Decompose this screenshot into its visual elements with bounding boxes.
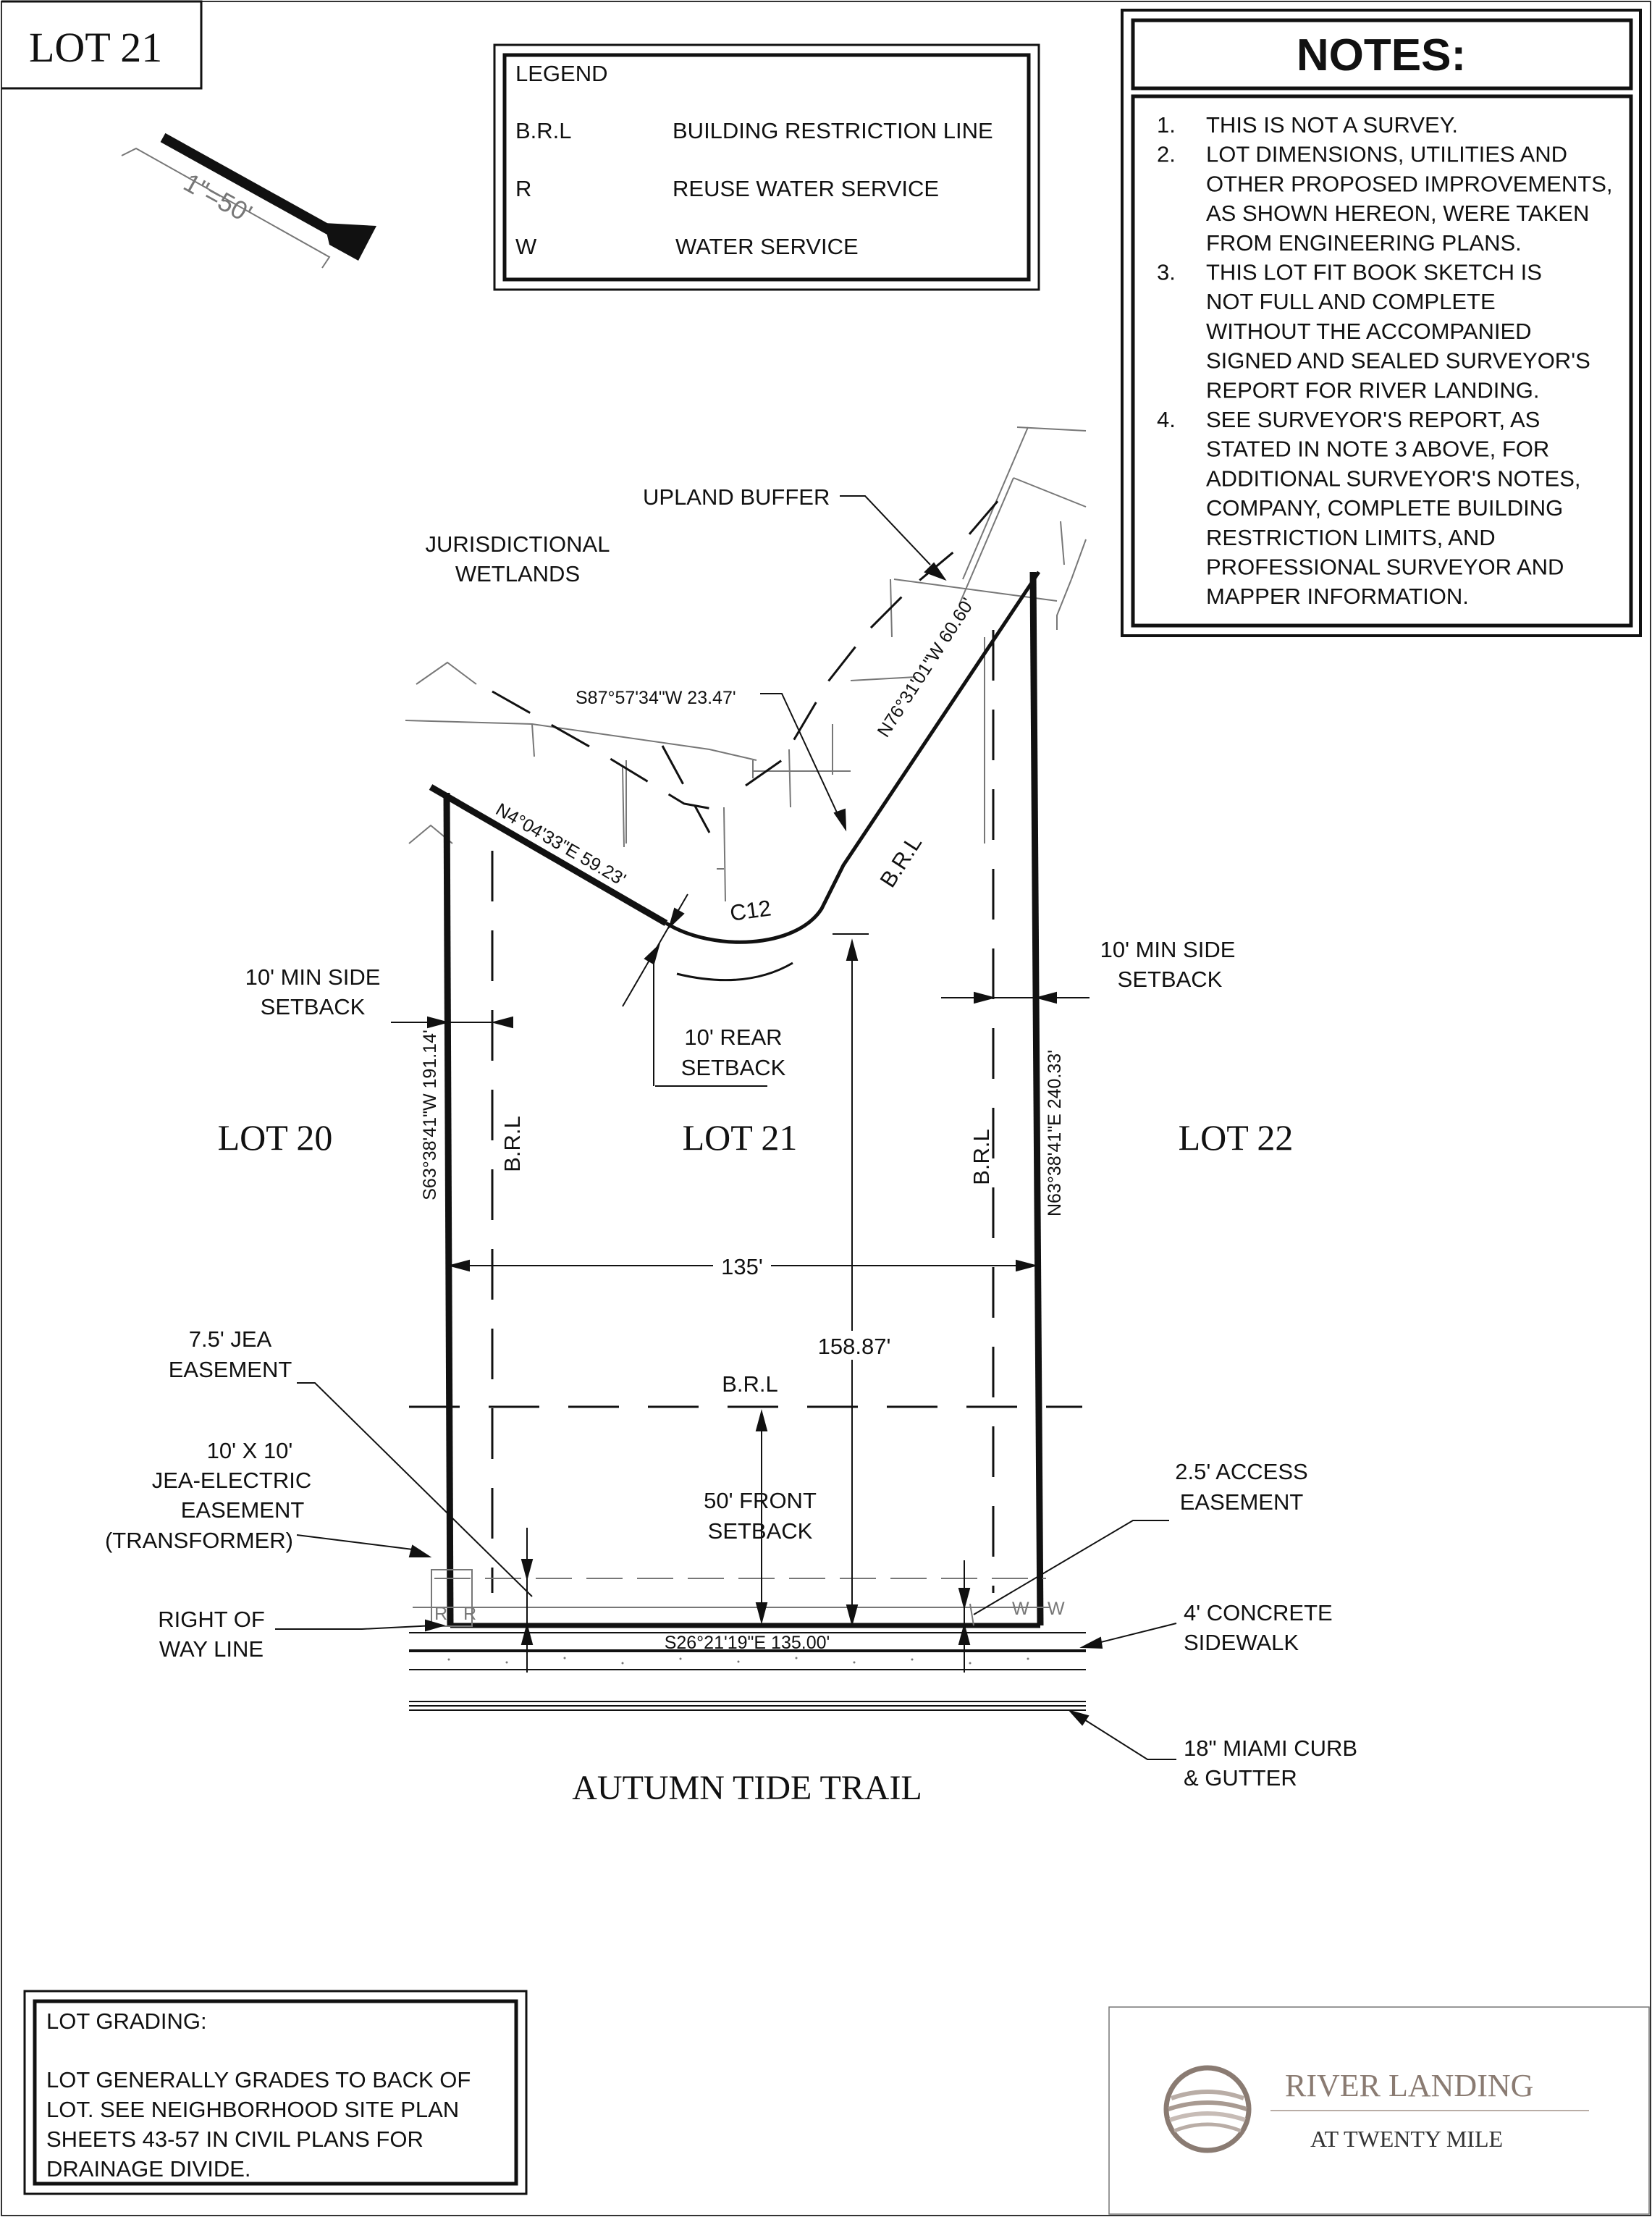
east-lot-line	[1033, 572, 1040, 1625]
curb-label-2: & GUTTER	[1184, 1765, 1297, 1791]
sidewalk-hatch	[448, 1657, 1029, 1665]
logo-name: RIVER LANDING	[1285, 2068, 1534, 2103]
reuse-mark-1: R	[434, 1604, 448, 1624]
note-number: 3.	[1157, 259, 1176, 285]
grading-line-2: LOT. SEE NEIGHBORHOOD SITE PLAN	[46, 2097, 460, 2122]
wetlands-label-1: JURISDICTIONAL	[425, 531, 610, 557]
grading-heading: LOT GRADING:	[46, 2008, 207, 2034]
electric-easement-label-2: JEA-ELECTRIC	[151, 1468, 312, 1493]
lot-title: LOT 21	[29, 24, 163, 71]
legend-symbol-w: W	[515, 234, 537, 259]
bearing-s63: S63°38'41"W 191.14'	[420, 1030, 440, 1200]
reuse-mark-2: R	[463, 1604, 477, 1624]
legend-meaning-brl: BUILDING RESTRICTION LINE	[673, 118, 993, 143]
electric-easement-label-3: EASEMENT	[180, 1497, 305, 1523]
sidewalk-label-1: 4' CONCRETE	[1184, 1600, 1333, 1625]
jea-easement-label-2: EASEMENT	[168, 1357, 292, 1382]
note-line: COMPANY, COMPLETE BUILDING	[1206, 495, 1564, 521]
scale-bar	[122, 138, 376, 268]
note-line: OTHER PROPOSED IMPROVEMENTS,	[1206, 171, 1613, 197]
notes-box	[1122, 10, 1640, 636]
note-line: PROFESSIONAL SURVEYOR AND	[1206, 554, 1564, 580]
west-setback-label-2: SETBACK	[260, 994, 366, 1019]
note-line: LOT DIMENSIONS, UTILITIES AND	[1206, 141, 1567, 167]
west-setback-label-1: 10' MIN SIDE	[245, 964, 381, 990]
rear-setback-label-1: 10' REAR	[684, 1025, 783, 1050]
grading-line-4: DRAINAGE DIVIDE.	[46, 2156, 251, 2182]
electric-easement-label-1: 10' X 10'	[206, 1438, 293, 1463]
lot-20-label: LOT 20	[217, 1117, 333, 1158]
note-line: ADDITIONAL SURVEYOR'S NOTES,	[1206, 466, 1581, 492]
legend-meaning-w: WATER SERVICE	[675, 234, 859, 259]
curve-label: C12	[728, 895, 773, 926]
note-line: FROM ENGINEERING PLANS.	[1206, 230, 1522, 256]
logo-tagline: AT TWENTY MILE	[1310, 2126, 1504, 2152]
bearing-n76: N76°31'01"W 60.60'	[873, 594, 979, 741]
upland-buffer-label: UPLAND BUFFER	[643, 484, 830, 510]
brl-label-rear: B.R.L	[875, 830, 927, 892]
front-bearing: S26°21'19"E 135.00'	[664, 1633, 830, 1653]
jea-easement-label-1: 7.5' JEA	[188, 1326, 272, 1352]
sidewalk-label-2: SIDEWALK	[1184, 1630, 1299, 1655]
width-dimension: 135'	[721, 1254, 763, 1279]
brl-label-east: B.R.L	[969, 1129, 994, 1185]
logo-box	[1109, 2007, 1649, 2214]
rear-setback-label-2: SETBACK	[680, 1055, 786, 1080]
grading-line-1: LOT GENERALLY GRADES TO BACK OF	[46, 2067, 471, 2092]
lot-22-label: LOT 22	[1178, 1117, 1294, 1158]
legend-heading: LEGEND	[515, 61, 608, 86]
grading-line-3: SHEETS 43-57 IN CIVIL PLANS FOR	[46, 2126, 423, 2152]
legend-symbol-brl: B.R.L	[515, 118, 572, 143]
legend-meaning-r: REUSE WATER SERVICE	[673, 176, 940, 201]
depth-dimension: 158.87'	[817, 1334, 891, 1359]
note-number: 2.	[1157, 141, 1176, 167]
easement-lines	[413, 1570, 1050, 1626]
brl-lines	[409, 630, 1082, 1593]
logo-mark-icon	[1166, 2068, 1249, 2150]
scale-label: 1"=50'	[179, 167, 258, 229]
note-line: SIGNED AND SEALED SURVEYOR'S	[1206, 348, 1590, 374]
lot-lines	[447, 572, 1040, 1625]
street-name: AUTUMN TIDE TRAIL	[572, 1769, 922, 1807]
lot-grading-box	[25, 1991, 526, 2194]
brl-label-front: B.R.L	[722, 1371, 778, 1397]
brl-label-west: B.R.L	[500, 1116, 525, 1172]
access-easement-label-2: EASEMENT	[1179, 1489, 1304, 1515]
water-mark-2: W	[1048, 1599, 1065, 1619]
dimension-lines	[391, 894, 1090, 1673]
drawing-labels	[105, 484, 1357, 1807]
right-of-way-label-2: WAY LINE	[159, 1636, 264, 1662]
note-line: THIS IS NOT A SURVEY.	[1206, 112, 1459, 138]
right-of-way-label-1: RIGHT OF	[158, 1607, 265, 1632]
wetlands-label-2: WETLANDS	[455, 561, 581, 586]
legend-box	[494, 45, 1039, 290]
note-line: THIS LOT FIT BOOK SKETCH IS	[1206, 259, 1542, 285]
lot-title-box	[1, 1, 201, 88]
notes-heading: NOTES:	[1296, 30, 1467, 80]
notes-list	[1157, 112, 1613, 609]
note-number: 4.	[1157, 407, 1176, 432]
legend-symbol-r: R	[515, 176, 532, 201]
west-lot-line	[447, 793, 450, 1625]
note-line: STATED IN NOTE 3 ABOVE, FOR	[1206, 436, 1550, 462]
note-line: AS SHOWN HEREON, WERE TAKEN	[1206, 201, 1590, 227]
note-line: RESTRICTION LIMITS, AND	[1206, 524, 1496, 550]
access-easement-label-1: 2.5' ACCESS	[1175, 1459, 1308, 1484]
lot-21-label: LOT 21	[682, 1117, 798, 1158]
water-mark-1: W	[1012, 1599, 1029, 1619]
east-setback-label-2: SETBACK	[1117, 967, 1223, 992]
east-setback-label-1: 10' MIN SIDE	[1100, 937, 1236, 962]
bearing-n63: N63°38'41"E 240.33'	[1045, 1050, 1065, 1216]
note-line: MAPPER INFORMATION.	[1206, 584, 1469, 610]
bearing-n4: N4°04'33"E 59.23'	[492, 799, 630, 891]
note-line: SEE SURVEYOR'S REPORT, AS	[1206, 407, 1541, 432]
note-line: REPORT FOR RIVER LANDING.	[1206, 377, 1540, 403]
front-setback-label-1: 50' FRONT	[704, 1488, 817, 1513]
note-number: 1.	[1157, 112, 1176, 138]
electric-easement-label-4: (TRANSFORMER)	[104, 1528, 294, 1553]
front-setback-label-2: SETBACK	[707, 1518, 813, 1544]
note-line: NOT FULL AND COMPLETE	[1206, 289, 1496, 315]
bearing-s87: S87°57'34"W 23.47'	[576, 688, 736, 708]
curb-label-1: 18" MIAMI CURB	[1184, 1736, 1358, 1761]
note-line: WITHOUT THE ACCOMPANIED	[1206, 318, 1532, 344]
